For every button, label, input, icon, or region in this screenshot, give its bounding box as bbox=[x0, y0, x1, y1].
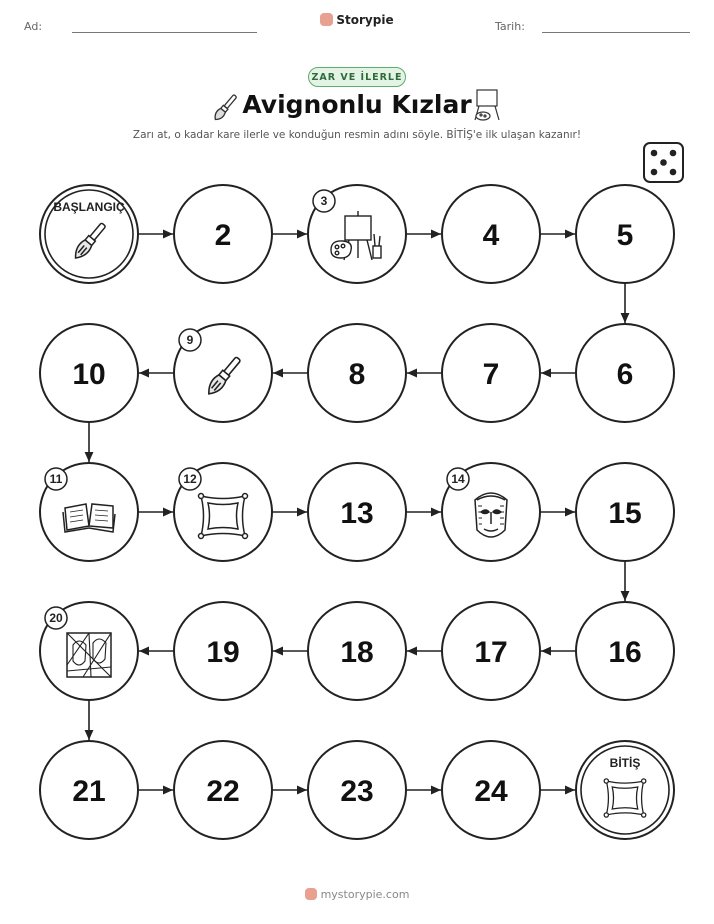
board-square-9[interactable] bbox=[174, 324, 272, 422]
board-square-4[interactable] bbox=[442, 185, 540, 283]
board-square-13[interactable] bbox=[308, 463, 406, 561]
board-square-20[interactable] bbox=[40, 602, 138, 700]
square-number: 10 bbox=[72, 358, 106, 391]
board-square-10[interactable] bbox=[40, 324, 138, 422]
instructions: Zarı at, o kadar kare ilerle ve konduğun resmin adını söyle. BİTİŞ'e ilk ulaşan kazanır! bbox=[132, 129, 582, 141]
footer bbox=[0, 888, 714, 901]
square-number: 17 bbox=[474, 636, 508, 669]
board-square-1[interactable] bbox=[40, 185, 138, 283]
square-number: 5 bbox=[616, 219, 634, 252]
name-label: Ad: bbox=[24, 20, 43, 33]
finish-label: BİTİŞ bbox=[609, 756, 641, 770]
african-mask-icon bbox=[475, 493, 507, 537]
square-number: 9 bbox=[186, 333, 194, 347]
page-title: Avignonlu Kızlar bbox=[242, 90, 472, 119]
board-square-25[interactable] bbox=[576, 741, 674, 839]
board-square-24[interactable] bbox=[442, 741, 540, 839]
square-number: 2 bbox=[214, 219, 232, 252]
board-square-17[interactable] bbox=[442, 602, 540, 700]
square-number: 21 bbox=[72, 775, 106, 808]
square-number: 14 bbox=[451, 472, 465, 486]
square-number: 4 bbox=[482, 219, 500, 252]
board-square-16[interactable] bbox=[576, 602, 674, 700]
board-square-2[interactable] bbox=[174, 185, 272, 283]
board-square-3[interactable] bbox=[308, 185, 406, 283]
board-square-6[interactable] bbox=[576, 324, 674, 422]
cubist-faces-icon bbox=[67, 633, 111, 677]
game-type-badge: ZAR VE İLERLE bbox=[308, 67, 406, 87]
board-square-23[interactable] bbox=[308, 741, 406, 839]
start-label: BAŞLANGIÇ bbox=[53, 200, 125, 214]
square-number: 3 bbox=[320, 194, 328, 208]
canvas-frame-icon bbox=[604, 779, 646, 817]
square-number: 12 bbox=[183, 472, 197, 486]
board-square-11[interactable] bbox=[40, 463, 138, 561]
square-number: 7 bbox=[482, 358, 500, 391]
board-square-8[interactable] bbox=[308, 324, 406, 422]
canvas-frame-icon bbox=[199, 494, 248, 539]
board-square-21[interactable] bbox=[40, 741, 138, 839]
title-paintbrush-icon bbox=[212, 93, 238, 122]
board-square-12[interactable] bbox=[174, 463, 272, 561]
square-number: 8 bbox=[348, 358, 366, 391]
footer-pig-logo-icon bbox=[305, 888, 317, 900]
board-square-15[interactable] bbox=[576, 463, 674, 561]
square-number: 16 bbox=[608, 636, 642, 669]
footer-url[interactable]: mystorypie.com bbox=[320, 888, 410, 901]
date-label: Tarih: bbox=[495, 20, 525, 33]
square-number: 18 bbox=[340, 636, 374, 669]
square-number: 6 bbox=[616, 358, 634, 391]
board-square-19[interactable] bbox=[174, 602, 272, 700]
board-square-18[interactable] bbox=[308, 602, 406, 700]
brand-name: Storypie bbox=[336, 13, 394, 27]
square-number: 22 bbox=[206, 775, 240, 808]
board-square-22[interactable] bbox=[174, 741, 272, 839]
title-easel-icon bbox=[475, 90, 499, 120]
square-number: 24 bbox=[474, 775, 508, 808]
square-number: 23 bbox=[340, 775, 374, 808]
board-square-14[interactable] bbox=[442, 463, 540, 561]
square-number: 11 bbox=[49, 472, 63, 486]
square-number: 20 bbox=[49, 611, 63, 625]
square-number: 13 bbox=[340, 497, 374, 530]
square-number: 15 bbox=[608, 497, 642, 530]
board-square-5[interactable] bbox=[576, 185, 674, 283]
square-number: 19 bbox=[206, 636, 240, 669]
board-square-7[interactable] bbox=[442, 324, 540, 422]
dice-icon[interactable] bbox=[644, 143, 683, 182]
